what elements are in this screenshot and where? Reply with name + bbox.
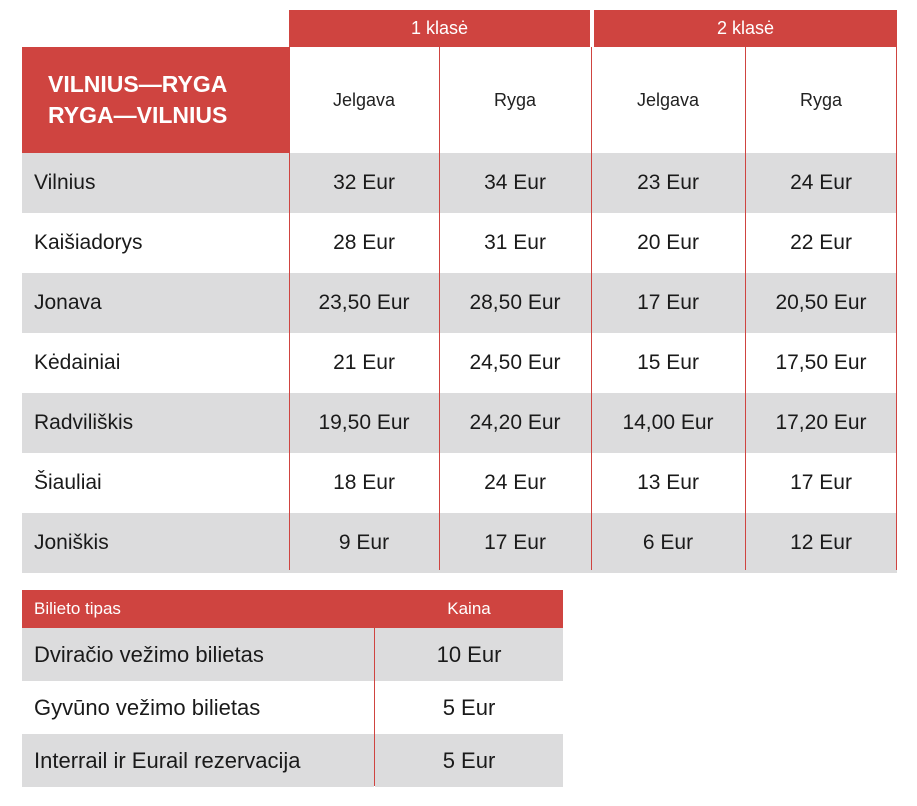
extras-header-type [22,590,374,628]
price-cell: 24 Eur [745,153,897,213]
price-cell: 23,50 Eur [289,273,439,333]
price-cell: 20,50 Eur [745,273,897,333]
station-name: Radviliškis [22,393,289,453]
class-label: 2 klasė [716,18,775,38]
ticket-type: Dviračio vežimo bilietas [34,641,264,667]
extras-header-price [375,590,563,628]
station-name: Joniškis [22,513,289,573]
extras-row [22,681,374,734]
station-name: Šiauliai [34,471,102,494]
price-cell: 21 Eur [333,351,395,374]
route-title [22,47,289,153]
header-label: Kaina [447,599,491,618]
price-cell: 15 Eur [637,351,699,374]
station-name: Vilnius [22,153,289,213]
grid-line [896,47,897,570]
price-cell: 31 Eur [484,231,546,254]
dest-label: Ryga [493,89,537,110]
grid-line [289,47,290,570]
dest-label: Jelgava [332,89,396,110]
station-name: Kėdainiai [34,351,121,374]
grid-line [439,47,440,570]
dest-header [591,47,745,153]
route-title-line2: RYGA—VILNIUS [48,102,228,128]
price-cell: 6 Eur [591,513,745,573]
price-cell: 13 Eur [637,471,699,494]
extras-row [22,628,374,681]
extras-row [375,628,563,681]
header-label: Bilieto tipas [34,599,121,618]
extras-row [22,734,374,787]
price-cell: 17 Eur [591,273,745,333]
price-cell: 12 Eur [745,513,897,573]
price-cell: 22 Eur [790,231,852,254]
extras-row [375,734,563,787]
station-name: Jonava [22,273,289,333]
class-header-2 [594,10,897,47]
class-header-1 [289,10,590,47]
station-name: Kaišiadorys [34,231,143,254]
extras-row [375,681,563,734]
price-cell: 28 Eur [333,231,395,254]
price-cell: 34 Eur [439,153,591,213]
ticket-price: 5 Eur [442,694,496,720]
class-label: 1 klasė [410,18,469,38]
ticket-type: Gyvūno vežimo bilietas [34,694,261,720]
price-cell: 9 Eur [289,513,439,573]
price-cell: 20 Eur [637,231,699,254]
price-cell: 32 Eur [289,153,439,213]
dest-header [289,47,439,153]
price-cell: 18 Eur [333,471,395,494]
dest-header [745,47,897,153]
price-cell: 17,20 Eur [745,393,897,453]
price-cell: 24,50 Eur [469,351,561,374]
price-cell: 24 Eur [484,471,546,494]
price-cell: 28,50 Eur [439,273,591,333]
price-cell: 14,00 Eur [591,393,745,453]
ticket-price: 10 Eur [436,641,502,667]
ticket-type: Interrail ir Eurail rezervacija [34,747,301,773]
route-title-line1: VILNIUS—RYGA [48,71,228,97]
price-cell: 23 Eur [591,153,745,213]
grid-line [745,47,746,570]
price-cell: 17 Eur [439,513,591,573]
dest-header [439,47,591,153]
grid-line [591,47,592,570]
price-cell: 17,50 Eur [775,351,867,374]
price-cell: 17 Eur [790,471,852,494]
dest-label: Ryga [799,89,843,110]
price-cell: 24,20 Eur [439,393,591,453]
ticket-price: 5 Eur [442,747,496,773]
price-cell: 19,50 Eur [289,393,439,453]
dest-label: Jelgava [636,89,700,110]
